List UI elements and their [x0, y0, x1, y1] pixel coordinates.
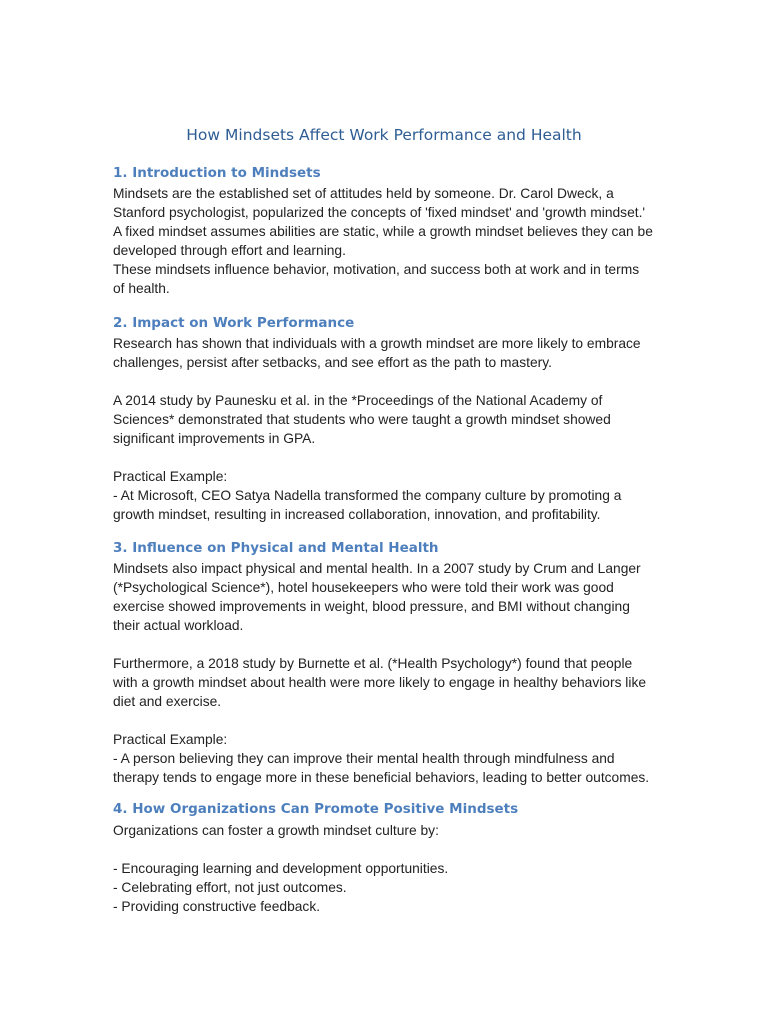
- text-line: developed through effort and learning.: [113, 243, 346, 258]
- text-line: Practical Example:: [113, 732, 228, 747]
- section-organizations-paragraph-1: [113, 821, 658, 840]
- text-line: These mindsets influence behavior, motivation, and success both at work and in terms: [113, 262, 640, 277]
- section-heading-introduction: 1. Introduction to Mindsets: [113, 165, 321, 181]
- list-item: - Providing constructive feedback.: [113, 899, 321, 914]
- section-work-performance-practical-example: [113, 467, 658, 524]
- text-line: Practical Example:: [113, 469, 228, 484]
- text-line: Research has shown that individuals with a growth mindset are more likely to embrace: [113, 336, 641, 351]
- section-health-paragraph-2: [113, 654, 658, 711]
- text-line: Mindsets are the established set of attitudes held by someone. Dr. Carol Dweck, a: [113, 186, 614, 201]
- section-health-paragraph-1: [113, 559, 658, 635]
- text-line: Sciences* demonstrated that students who were taught a growth mindset showed: [113, 412, 611, 427]
- text-line: challenges, persist after setbacks, and see effort as the path to mastery.: [113, 355, 552, 370]
- list-item: - Encouraging learning and development opportunities.: [113, 861, 449, 876]
- text-line: with a growth mindset about health were more likely to engage in healthy behaviors like: [113, 675, 647, 690]
- text-line: exercise showed improvements in weight, blood pressure, and BMI without changing: [113, 599, 630, 614]
- text-line: (*Psychological Science*), hotel housekeepers who were told their work was good: [113, 580, 614, 595]
- section-health-practical-example: [113, 730, 658, 787]
- text-line: - A person believing they can improve their mental health through mindfulness and: [113, 751, 615, 766]
- section-heading-organizations: 4. How Organizations Can Promote Positive Mindsets: [113, 801, 519, 817]
- text-line: - At Microsoft, CEO Satya Nadella transformed the company culture by promoting a: [113, 488, 622, 503]
- text-line: Organizations can foster a growth mindset culture by:: [113, 823, 439, 838]
- text-line: growth mindset, resulting in increased collaboration, innovation, and profitability.: [113, 507, 601, 522]
- document-title: How Mindsets Affect Work Performance and Health: [186, 126, 582, 144]
- text-line: Stanford psychologist, popularized the concepts of 'fixed mindset' and 'growth mindset.': [113, 205, 646, 220]
- list-item: - Celebrating effort, not just outcomes.: [113, 880, 347, 895]
- section-introduction-paragraph-1: [113, 184, 658, 298]
- text-line: Furthermore, a 2018 study by Burnette et al. (*Health Psychology*) found that people: [113, 656, 633, 671]
- section-heading-health: 3. Influence on Physical and Mental Health: [113, 540, 439, 556]
- text-line: A 2014 study by Paunesku et al. in the *Proceedings of the National Academy of: [113, 393, 603, 408]
- section-heading-work-performance: 2. Impact on Work Performance: [113, 315, 355, 331]
- text-line: diet and exercise.: [113, 694, 222, 709]
- section-work-performance-paragraph-2: [113, 391, 658, 448]
- text-line: therapy tends to engage more in these beneficial behaviors, leading to better outcomes.: [113, 770, 650, 785]
- text-line: Mindsets also impact physical and mental health. In a 2007 study by Crum and Langer: [113, 561, 641, 576]
- text-line: their actual workload.: [113, 618, 244, 633]
- text-line: of health.: [113, 281, 170, 296]
- section-work-performance-paragraph-1: [113, 334, 658, 372]
- text-line: significant improvements in GPA.: [113, 431, 316, 446]
- section-organizations-list: [113, 859, 658, 916]
- text-line: A fixed mindset assumes abilities are static, while a growth mindset believes they can be: [113, 224, 653, 239]
